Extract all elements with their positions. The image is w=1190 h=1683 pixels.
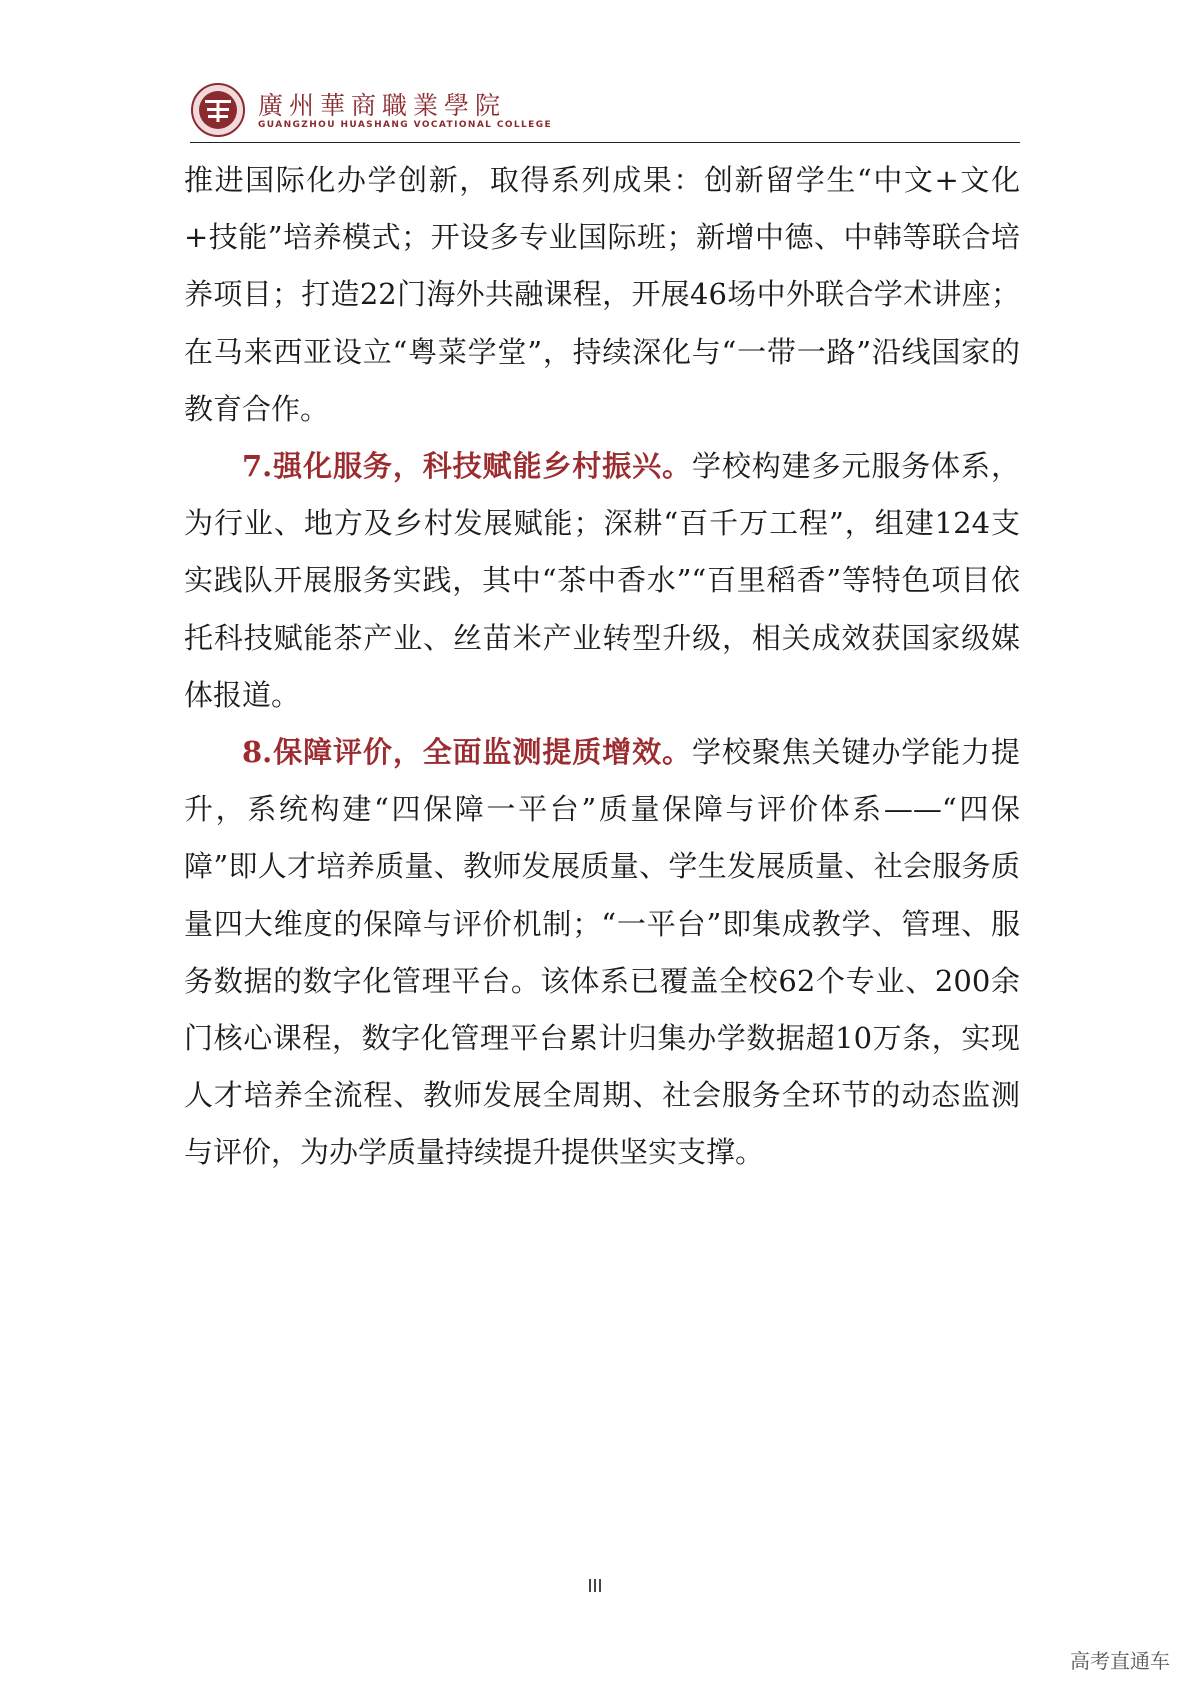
- paragraph-text: 学校聚焦关键办学能力提升，系统构建“四保障一平台”质量保障与评价体系——“四保障”即人才培养质量、教师发展质量、学生发展质量、社会服务质量四大维度的保障与评价机制；“一平台”即集成教学、管理、服务数据的数字化管理平台。该体系已覆盖全校62个专业、200余门核心课程，数字化管理平台累计归集办学数据超10万条，实现人才培养全流程、教师发展全周期、社会服务全环节的动态监测与评价，为办学质量持续提升提供坚实支撑。: [184, 735, 1020, 1170]
- document-body: [184, 152, 1020, 1182]
- header-divider: [190, 142, 1020, 143]
- paragraph-quality-assurance: [184, 724, 1020, 1182]
- school-name-english: GUANGZHOU HUASHANG VOCATIONAL COLLEGE: [258, 120, 553, 130]
- school-name-chinese: 廣州華商職業學院: [258, 91, 507, 120]
- paragraph-text: 推进国际化办学创新，取得系列成果：创新留学生“中文+文化+技能”培养模式；开设多专业国际班；新增中德、中韩等联合培养项目；打造22门海外共融课程，开展46场中外联合学术讲座；在马来西亚设立“粤菜学堂”，持续深化与“一带一路”沿线国家的教育合作。: [184, 163, 1020, 426]
- paragraph-text: 学校构建多元服务体系，为行业、地方及乡村发展赋能；深耕“百千万工程”，组建124支实践队开展服务实践，其中“茶中香水”“百里稻香”等特色项目依托科技赋能茶产业、丝苗米产业转型升级，相关成效获国家级媒体报道。: [184, 449, 1020, 712]
- college-logo-icon: [190, 82, 246, 138]
- page-number: III: [587, 1576, 603, 1596]
- document-header: [190, 78, 1020, 138]
- watermark: 高考直通车: [1070, 1649, 1170, 1673]
- section-heading: 8.保障评价，全面监测提质增效。: [242, 735, 692, 770]
- paragraph-service: [184, 438, 1020, 724]
- paragraph-internationalization: [184, 152, 1020, 438]
- section-heading: 7.强化服务，科技赋能乡村振兴。: [242, 449, 692, 484]
